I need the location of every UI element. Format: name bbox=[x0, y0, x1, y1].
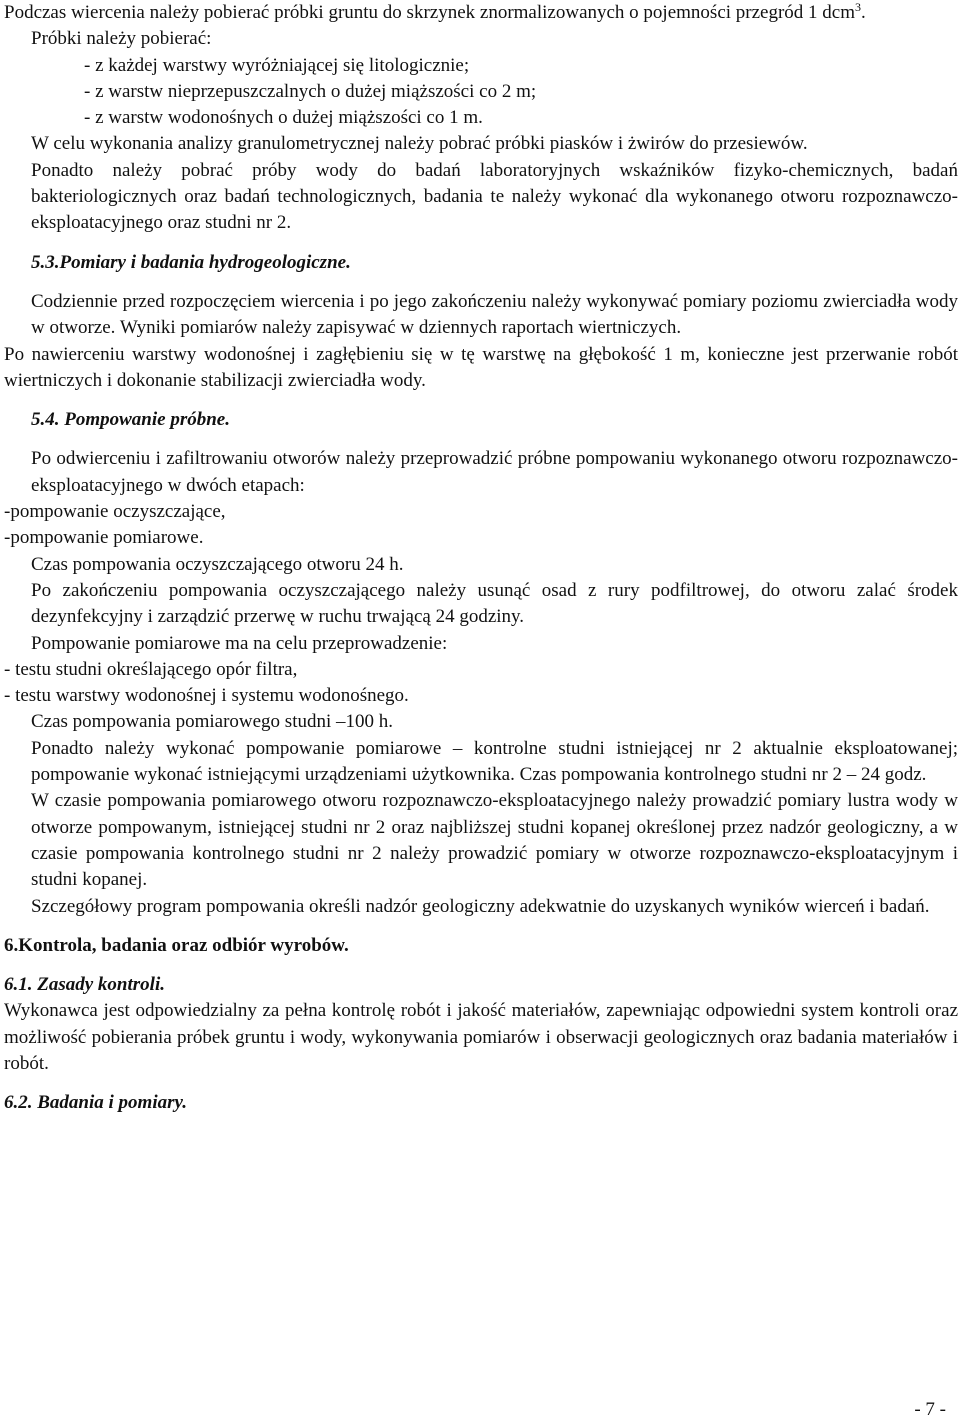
section-heading-6-2: 6.2. Badania i pomiary. bbox=[4, 1092, 187, 1114]
paragraph-disinfection: Po zakończeniu pompowania oczyszczającego należy usunąć osad z rury podfiltrowej, do otworu zalać środek dezynfekcyjny i zarządzić przerwę w ruchu trwającą 24 godziny. bbox=[31, 579, 958, 628]
superscript-3: 3 bbox=[855, 0, 862, 14]
paragraph-detailed-program: Szczegółowy program pompowania określi nadzór geologiczny adekwatnie do uzyskanych wyników wierceń i badań. bbox=[31, 895, 930, 917]
page-number: - 7 - bbox=[914, 1399, 946, 1420]
sampling-list-item: - z warstw wodonośnych o dużej miąższości co 1 m. bbox=[84, 107, 483, 129]
paragraph-water-level-measurements: W czasie pompowania pomiarowego otworu rozpoznawczo-eksploatacyjnego należy prowadzić pomiary lustra wody w otworze pompowanym, istniejącej studni nr 2 oraz najbliższej studni kopanej określonej przez nadzór geologiczny, a w czasie pompowania kontrolnego studni nr 2 należy prowadzić pomiary w otworze rozpoznawczo-eksploatacyjnym i studni kopanej. bbox=[31, 790, 958, 891]
paragraph-test-pumping: Po odwierceniu i zafiltrowaniu otworów należy przeprowadzić próbne pompowaniu wykonanego otworu rozpoznawczo-eksploatacyjnego w dwóch etapach: bbox=[31, 448, 958, 496]
paragraph-granulometry: W celu wykonania analizy granulometrycznej należy pobrać próbki piasków i żwirów do przesiewów. bbox=[31, 133, 808, 155]
paragraph-control-pumping: Ponadto należy wykonać pompowanie pomiarowe – kontrolne studni istniejącej nr 2 aktualnie eksploatowanej; pompowanie wykonać istniejącymi urządzeniami użytkownika. Czas pompowania kontrolnego studni nr 2 – 24 godz. bbox=[31, 737, 958, 786]
sampling-list-item: - z każdej warstwy wyróżniającej się litologicznie; bbox=[84, 54, 470, 76]
paragraph-cleaning-time: Czas pompowania oczyszczającego otworu 24 h. bbox=[31, 553, 404, 575]
chapter-heading-6: 6.Kontrola, badania oraz odbiór wyrobów. bbox=[4, 934, 349, 956]
paragraph-water-samples: Ponadto należy pobrać próby wody do badań laboratoryjnych wskaźników fizyko-chemicznych, badań bakteriologicznych oraz badań technologicznych, badania te należy wykonać dla wykonanego otworu rozpoznawczo-eksploatacyjnego oraz studni nr 2. bbox=[31, 159, 958, 234]
pumping-stage: -pompowanie oczyszczające, bbox=[4, 501, 226, 523]
paragraph-daily-measurements: Codziennie przed rozpoczęciem wiercenia i po jego zakończeniu należy wykonywać pomiary poziomu zwierciadła wody w otworze. Wyniki pomiarów należy zapisywać w dziennych raportach wiertniczych. bbox=[31, 290, 958, 339]
section-heading-5-4: 5.4. Pompowanie próbne. bbox=[31, 409, 230, 431]
section-heading-5-3: 5.3.Pomiary i badania hydrogeologiczne. bbox=[31, 251, 351, 273]
pumping-stage: -pompowanie pomiarowe. bbox=[4, 527, 204, 549]
goal-item: - testu studni określającego opór filtra, bbox=[4, 658, 298, 680]
paragraph-measurement-time: Czas pompowania pomiarowego studni –100 h. bbox=[31, 711, 394, 733]
paragraph-sampling-intro: Podczas wiercenia należy pobierać próbki gruntu do skrzynek znormalizowanych o pojemności przegród 1 dcm$^3$. bbox=[4, 0, 866, 23]
paragraph-measurement-goal: Pompowanie pomiarowe ma na celu przeprowadzenie: bbox=[31, 632, 448, 654]
section-heading-6-1: 6.1. Zasady kontroli. bbox=[4, 974, 165, 996]
sampling-list-intro: Próbki należy pobierać: bbox=[31, 28, 212, 50]
document-page bbox=[4, 0, 958, 1117]
paragraph-stabilization: Po nawierceniu warstwy wodonośnej i zagłębieniu się w tę warstwę na głębokość 1 m, konieczne jest przerwanie robót wiertniczych i dokonanie stabilizacji zwierciadła wody. bbox=[4, 343, 958, 391]
goal-item: - testu warstwy wodonośnej i systemu wodonośnego. bbox=[4, 685, 409, 707]
sampling-list-item: - z warstw nieprzepuszczalnych o dużej miąższości co 2 m; bbox=[84, 80, 537, 102]
paragraph-control-rules: Wykonawca jest odpowiedzialny za pełna kontrolę robót i jakość materiałów, zapewniając odpowiedni system kontroli oraz możliwość pobierania próbek gruntu i wody, wykonywania pomiarów i obserwacji geologicznych oraz badania materiałów i robót. bbox=[4, 1000, 958, 1074]
